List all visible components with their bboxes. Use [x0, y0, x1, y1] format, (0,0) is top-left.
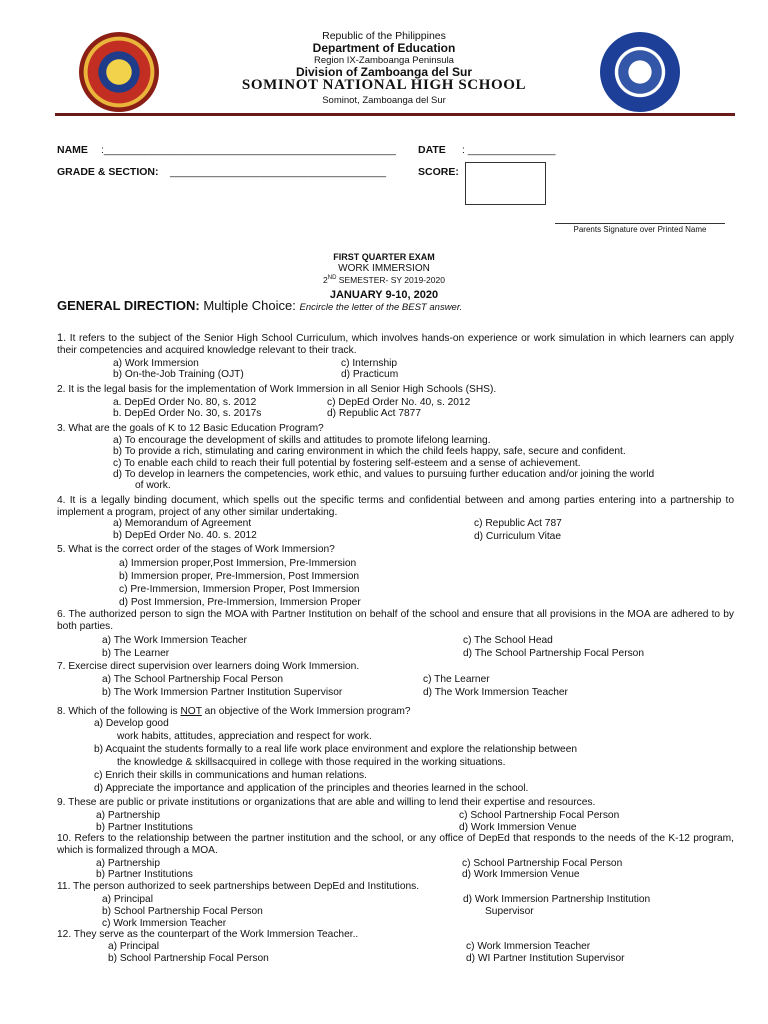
q5-option-b[interactable]: b) Immersion proper, Pre-Immersion, Post Immersion	[119, 571, 360, 582]
q11-option-c[interactable]: c) Work Immersion Teacher	[102, 918, 227, 929]
question-7: 7. Exercise direct supervision over learners doing Work Immersion.	[57, 661, 360, 672]
question-9: 9. These are public or private institutions or organizations that are able and willing to lend their expertise and resources.	[57, 797, 596, 808]
grade-section-label: GRADE & SECTION:	[57, 166, 159, 178]
q11-option-d-cont: Supervisor	[485, 906, 534, 917]
q6-option-d[interactable]: d) The School Partnership Focal Person	[463, 648, 645, 659]
question-12: 12. They serve as the counterpart of the Work Immersion Teacher..	[57, 929, 359, 940]
header-address: Sominot, Zamboanga del Sur	[322, 95, 446, 106]
q8-option-b-cont: the knowledge & skillsacquired in college with those required in the working situations.	[117, 757, 506, 768]
q5-option-d[interactable]: d) Post Immersion, Pre-Immersion, Immersion Proper	[119, 597, 361, 608]
score-label: SCORE:	[418, 166, 459, 178]
question-11: 11. The person authorized to seek partnerships between DepEd and Institutions.	[57, 881, 420, 892]
q8-option-c[interactable]: c) Enrich their skills in communications and human relations.	[94, 770, 367, 781]
header-republic: Republic of the Philippines	[322, 30, 446, 42]
exam-dates: JANUARY 9-10, 2020	[329, 289, 439, 301]
exam-title: FIRST QUARTER EXAM	[333, 252, 435, 262]
q2-option-d[interactable]: d) Republic Act 7877	[327, 408, 422, 419]
q1-option-d[interactable]: d) Practicum	[341, 369, 399, 380]
q4-option-a[interactable]: a) Memorandum of Agreement	[113, 518, 252, 529]
q6-option-b[interactable]: b) The Learner	[102, 648, 170, 659]
q10-option-a[interactable]: a) Partnership	[96, 858, 160, 869]
question-3: 3. What are the goals of K to 12 Basic Education Program?	[57, 423, 324, 434]
q1-option-a[interactable]: a) Work Immersion	[113, 358, 199, 369]
q5-option-a[interactable]: a) Immersion proper,Post Immersion, Pre-Immersion	[119, 558, 357, 569]
q3-option-a[interactable]: a) To encourage the development of skills and attitudes to promote lifelong learning.	[113, 435, 491, 446]
q11-option-d[interactable]: d) Work Immersion Partnership Institution	[463, 894, 651, 905]
date-label: DATE	[418, 144, 446, 156]
header-division: Division of Zamboanga del Sur	[295, 65, 473, 79]
q3-option-d[interactable]: d) To develop in learners the competencies, work ethic, and values to pursuing further education and/or joining the world	[113, 469, 655, 480]
q8-option-b[interactable]: b) Acquaint the students formally to a real life work place environment and explore the relationship between	[94, 744, 578, 755]
q12-option-c[interactable]: c) Work Immersion Teacher	[466, 941, 591, 952]
q8-option-a-cont: work habits, attitudes, appreciation and respect for work.	[117, 731, 372, 742]
q3-option-b[interactable]: b) To provide a rich, stimulating and caring environment in which the child feels happy, safe, secure and confident.	[113, 446, 626, 457]
question-1: 1. It refers to the subject of the Senior High School Curriculum, which involves hands-on experience or work simulation in which learners can apply their competencies and acquired knowledge relevant to their track.	[57, 332, 734, 356]
question-4: 4. It is a legally binding document, which spells out the specific terms and confidential between and among parties entering into a partnership to implement a program, project of any other similar undertaking.	[57, 495, 734, 518]
header-divider	[55, 113, 735, 116]
header-school: SOMINOT NATIONAL HIGH SCHOOL	[241, 77, 527, 93]
q2-option-b[interactable]: b. DepEd Order No. 30, s. 2017s	[113, 408, 262, 419]
q9-option-c[interactable]: c) School Partnership Focal Person	[459, 810, 620, 821]
q8-option-a[interactable]: a) Develop good	[94, 718, 169, 729]
q12-option-b[interactable]: b) School Partnership Focal Person	[108, 953, 269, 964]
name-label: NAME	[57, 144, 88, 156]
q1-option-b[interactable]: b) On-the-Job Training (OJT)	[113, 369, 244, 380]
q7-option-d[interactable]: d) The Work Immersion Teacher	[423, 687, 568, 698]
exam-subject: WORK IMMERSION	[338, 263, 430, 274]
grade-section-field[interactable]: _____________________________________	[170, 166, 387, 178]
question-2: 2. It is the legal basis for the implementation of Work Immersion in all Senior High Schools (SHS).	[57, 384, 497, 395]
date-field[interactable]: : _______________	[462, 144, 556, 156]
q10-option-b[interactable]: b) Partner Institutions	[96, 869, 193, 880]
score-box[interactable]	[465, 162, 546, 205]
q3-option-c[interactable]: c) To enable each child to reach their full potential by fostering self-esteem and a sense of achievement.	[113, 458, 581, 469]
header-department: Department of Education	[312, 41, 456, 55]
q12-option-d[interactable]: d) WI Partner Institution Supervisor	[466, 953, 625, 964]
q7-option-b[interactable]: b) The Work Immersion Partner Institution Supervisor	[102, 687, 343, 698]
general-direction: GENERAL DIRECTION: Multiple Choice: Encircle the letter of the BEST answer.	[57, 298, 463, 313]
question-6: 6. The authorized person to sign the MOA with Partner Institution on behalf of the school and ensure that all provisions in the MOA are adhered to by both parties.	[57, 609, 734, 632]
question-5: 5. What is the correct order of the stages of Work Immersion?	[57, 544, 335, 555]
parents-signature-label: Parents Signature over Printed Name	[573, 225, 707, 234]
q10-option-d[interactable]: d) Work Immersion Venue	[462, 869, 580, 880]
q4-option-c[interactable]: c) Republic Act 787	[474, 518, 562, 529]
q9-option-d[interactable]: d) Work Immersion Venue	[459, 822, 577, 833]
q12-option-a[interactable]: a) Principal	[108, 941, 159, 952]
header-region: Region IX-Zamboanga Peninsula	[314, 55, 454, 66]
q11-option-b[interactable]: b) School Partnership Focal Person	[102, 906, 263, 917]
q6-option-a[interactable]: a) The Work Immersion Teacher	[102, 635, 247, 646]
q3-option-d-cont: of work.	[135, 480, 171, 491]
exam-semester: 2ND SEMESTER- SY 2019-2020	[323, 275, 445, 285]
q9-option-a[interactable]: a) Partnership	[96, 810, 160, 821]
q10-option-c[interactable]: c) School Partnership Focal Person	[462, 858, 623, 869]
q6-option-c[interactable]: c) The School Head	[463, 635, 553, 646]
question-8: 8. Which of the following is NOT an objective of the Work Immersion program?	[57, 706, 411, 717]
signature-line[interactable]	[555, 223, 725, 224]
question-10: 10. Refers to the relationship between the partner institution and the school, or any office of DepEd that responds to the needs of the K-12 program, which is formalized through a MOA.	[57, 833, 734, 856]
q2-option-a[interactable]: a. DepEd Order No. 80, s. 2012	[113, 397, 257, 408]
q9-option-b[interactable]: b) Partner Institutions	[96, 822, 193, 833]
q11-option-a[interactable]: a) Principal	[102, 894, 153, 905]
q7-option-c[interactable]: c) The Learner	[423, 674, 490, 685]
q4-option-d[interactable]: d) Curriculum Vitae	[474, 531, 562, 542]
q8-option-d[interactable]: d) Appreciate the importance and application of the principles and theories learned in the school.	[94, 783, 529, 794]
name-field[interactable]: :__________________________________________________	[101, 144, 396, 156]
q4-option-b[interactable]: b) DepEd Order No. 40. s. 2012	[113, 530, 257, 541]
q2-option-c[interactable]: c) DepEd Order No. 40, s. 2012	[327, 397, 471, 408]
q5-option-c[interactable]: c) Pre-Immersion, Immersion Proper, Post Immersion	[119, 584, 360, 595]
q7-option-a[interactable]: a) The School Partnership Focal Person	[102, 674, 284, 685]
q1-option-c[interactable]: c) Internship	[341, 358, 398, 369]
